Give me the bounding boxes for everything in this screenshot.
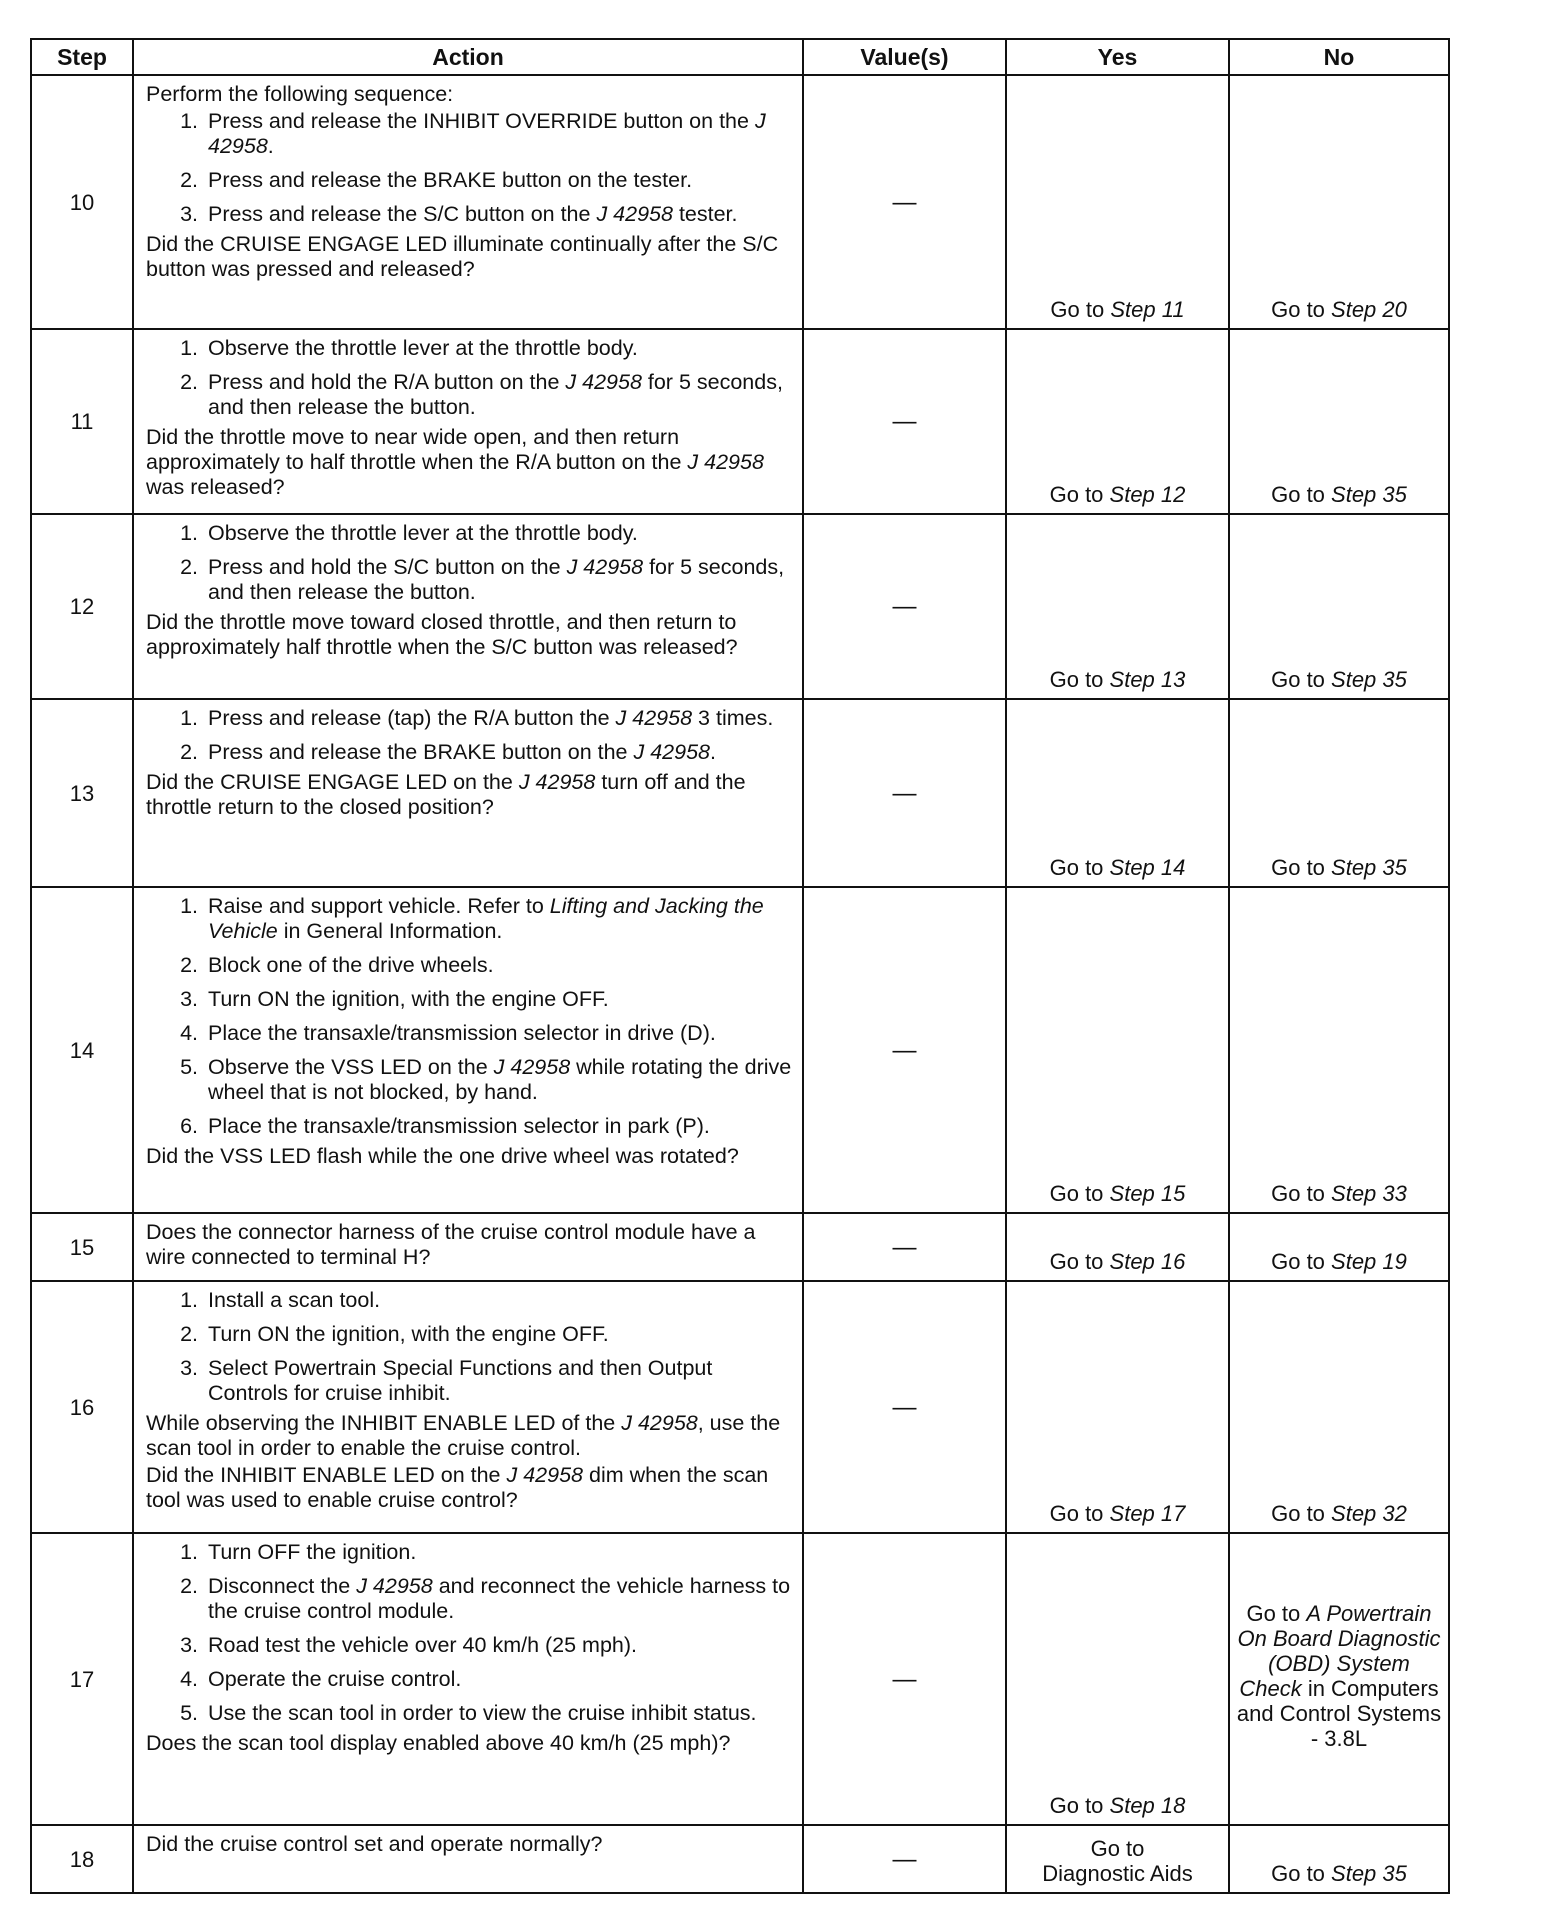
action-cell	[133, 75, 803, 329]
yes-cell: Go to Step 15	[1006, 887, 1229, 1213]
no-cell: Go to Step 35	[1229, 514, 1449, 699]
step-link[interactable]: Step 35	[1331, 1861, 1407, 1886]
step-number: 14	[31, 887, 133, 1213]
list-item: 1. Observe the throttle lever at the throttle body.	[204, 521, 792, 546]
list-item: 2. Block one of the drive wheels.	[204, 953, 792, 978]
step-link[interactable]: Step 35	[1331, 667, 1407, 692]
step-link[interactable]: Step 19	[1331, 1249, 1407, 1274]
yes-cell: Go to Step 13	[1006, 514, 1229, 699]
table-row	[31, 699, 1449, 887]
step-link[interactable]: Step 33	[1331, 1181, 1407, 1206]
list-item: 5. Observe the VSS LED on the J 42958 while rotating the drive wheel that is not blocked, by hand.	[204, 1055, 792, 1105]
step-link[interactable]: Step 11	[1110, 297, 1185, 322]
list-item: 3. Select Powertrain Special Functions and then Output Controls for cruise inhibit.	[204, 1356, 792, 1406]
action-question: Did the throttle move toward closed throttle, and then return to approximately half throttle when the S/C button was released?	[146, 610, 738, 659]
step-link[interactable]: Step 32	[1331, 1501, 1407, 1526]
step-link[interactable]: Step 35	[1331, 482, 1407, 507]
action-question: Does the scan tool display enabled above 40 km/h (25 mph)?	[146, 1731, 731, 1755]
action-cell	[133, 1825, 803, 1893]
action-list	[146, 894, 792, 1139]
action-question: Did the CRUISE ENGAGE LED on the J 42958 turn off and the throttle return to the closed position?	[146, 770, 746, 819]
table-row	[31, 1825, 1449, 1893]
step-number: 18	[31, 1825, 133, 1893]
table-row	[31, 514, 1449, 699]
step-link[interactable]: Step 20	[1331, 297, 1407, 322]
value-cell: —	[803, 887, 1006, 1213]
yes-cell: Go to Step 14	[1006, 699, 1229, 887]
table-row	[31, 887, 1449, 1213]
value-cell: —	[803, 1281, 1006, 1533]
action-cell	[133, 887, 803, 1213]
yes-cell: Go to Step 11	[1006, 75, 1229, 329]
step-number: 15	[31, 1213, 133, 1281]
header-values: Value(s)	[803, 39, 1006, 75]
list-item: 6. Place the transaxle/transmission selector in park (P).	[204, 1114, 792, 1139]
action-list	[146, 336, 792, 420]
list-item: 2. Disconnect the J 42958 and reconnect the vehicle harness to the cruise control module.	[204, 1574, 792, 1624]
step-link[interactable]: Step 16	[1109, 1249, 1186, 1274]
step-number: 16	[31, 1281, 133, 1533]
list-item: 3. Road test the vehicle over 40 km/h (25 mph).	[204, 1633, 792, 1658]
action-question: Did the throttle move to near wide open, and then return approximately to half throttle when the R/A button on the J 42958 was released?	[146, 425, 764, 499]
no-cell: Go to A Powertrain On Board Diagnostic (OBD) System Check in Computers and Control Systems - 3.8L	[1229, 1533, 1449, 1825]
list-item: 5. Use the scan tool in order to view the cruise inhibit status.	[204, 1701, 792, 1726]
step-link[interactable]: Step 18	[1109, 1793, 1186, 1818]
yes-cell: Go to Step 18	[1006, 1533, 1229, 1825]
action-question: Did the CRUISE ENGAGE LED illuminate continually after the S/C button was pressed and released?	[146, 232, 779, 281]
table-row	[31, 75, 1449, 329]
step-number: 13	[31, 699, 133, 887]
action-list	[146, 1288, 792, 1406]
action-cell	[133, 1213, 803, 1281]
yes-cell: Go to Step 17	[1006, 1281, 1229, 1533]
value-cell: —	[803, 1533, 1006, 1825]
no-cell: Go to Step 35	[1229, 1825, 1449, 1893]
step-link[interactable]: Step 15	[1109, 1181, 1186, 1206]
header-row	[31, 39, 1449, 75]
no-cell: Go to Step 35	[1229, 329, 1449, 514]
list-item: 4. Place the transaxle/transmission selector in drive (D).	[204, 1021, 792, 1046]
diagnostic-table-sheet	[30, 38, 1448, 1894]
list-item: 3. Press and release the S/C button on the J 42958 tester.	[204, 202, 792, 227]
action-question: Does the connector harness of the cruise control module have a wire connected to terminal H?	[146, 1220, 756, 1269]
list-item: 1. Observe the throttle lever at the throttle body.	[204, 336, 792, 361]
list-item: 4. Operate the cruise control.	[204, 1667, 792, 1692]
step-link[interactable]: Step 12	[1109, 482, 1186, 507]
value-cell: —	[803, 1825, 1006, 1893]
action-note: While observing the INHIBIT ENABLE LED of the J 42958, use the scan tool in order to enable the cruise control.	[146, 1411, 781, 1460]
step-link[interactable]: Step 13	[1109, 667, 1186, 692]
step-number: 12	[31, 514, 133, 699]
obd-check-link[interactable]: A Powertrain On Board Diagnostic (OBD) System Check	[1237, 1601, 1441, 1701]
list-item: 2. Press and release the BRAKE button on the tester.	[204, 168, 792, 193]
diagnostic-aids-link[interactable]: Diagnostic Aids	[1042, 1861, 1193, 1886]
value-cell: —	[803, 329, 1006, 514]
action-cell	[133, 329, 803, 514]
step-link[interactable]: Step 17	[1109, 1501, 1186, 1526]
list-item: 1. Press and release (tap) the R/A button the J 42958 3 times.	[204, 706, 792, 731]
action-question: Did the INHIBIT ENABLE LED on the J 42958 dim when the scan tool was used to enable cruise control?	[146, 1463, 769, 1512]
action-cell	[133, 1281, 803, 1533]
action-cell	[133, 699, 803, 887]
yes-cell: Go to Diagnostic Aids	[1006, 1825, 1229, 1893]
list-item: 2. Press and release the BRAKE button on the J 42958.	[204, 740, 792, 765]
yes-cell: Go to Step 16	[1006, 1213, 1229, 1281]
action-list	[146, 521, 792, 605]
value-cell: —	[803, 699, 1006, 887]
step-link[interactable]: Step 14	[1109, 855, 1186, 880]
list-item: 3. Turn ON the ignition, with the engine OFF.	[204, 987, 792, 1012]
action-cell	[133, 1533, 803, 1825]
yes-cell: Go to Step 12	[1006, 329, 1229, 514]
no-cell: Go to Step 20	[1229, 75, 1449, 329]
value-cell: —	[803, 1213, 1006, 1281]
table-row	[31, 1213, 1449, 1281]
table-row	[31, 1281, 1449, 1533]
action-question: Did the cruise control set and operate normally?	[146, 1832, 603, 1856]
value-cell: —	[803, 75, 1006, 329]
list-item: 1. Press and release the INHIBIT OVERRIDE button on the J 42958.	[204, 109, 792, 159]
step-number: 10	[31, 75, 133, 329]
list-item: 2. Press and hold the S/C button on the J 42958 for 5 seconds, and then release the button.	[204, 555, 792, 605]
header-step: Step	[31, 39, 133, 75]
no-cell: Go to Step 32	[1229, 1281, 1449, 1533]
step-link[interactable]: Step 35	[1331, 855, 1407, 880]
header-yes: Yes	[1006, 39, 1229, 75]
value-cell: —	[803, 514, 1006, 699]
list-item: 1. Install a scan tool.	[204, 1288, 792, 1313]
list-item: 1. Raise and support vehicle. Refer to Lifting and Jacking the Vehicle in General Information.	[204, 894, 792, 944]
action-intro: Perform the following sequence:	[146, 82, 454, 106]
list-item: 2. Press and hold the R/A button on the J 42958 for 5 seconds, and then release the button.	[204, 370, 792, 420]
list-item: 2. Turn ON the ignition, with the engine OFF.	[204, 1322, 792, 1347]
action-list	[146, 706, 792, 765]
step-number: 11	[31, 329, 133, 514]
action-list	[146, 109, 792, 227]
diagnostic-table	[30, 38, 1450, 1894]
table-row	[31, 329, 1449, 514]
no-cell: Go to Step 19	[1229, 1213, 1449, 1281]
list-item: 1. Turn OFF the ignition.	[204, 1540, 792, 1565]
header-no: No	[1229, 39, 1449, 75]
action-question: Did the VSS LED flash while the one drive wheel was rotated?	[146, 1144, 739, 1168]
no-cell: Go to Step 33	[1229, 887, 1449, 1213]
no-cell: Go to Step 35	[1229, 699, 1449, 887]
action-list	[146, 1540, 792, 1726]
action-cell	[133, 514, 803, 699]
header-action: Action	[133, 39, 803, 75]
step-number: 17	[31, 1533, 133, 1825]
table-row	[31, 1533, 1449, 1825]
